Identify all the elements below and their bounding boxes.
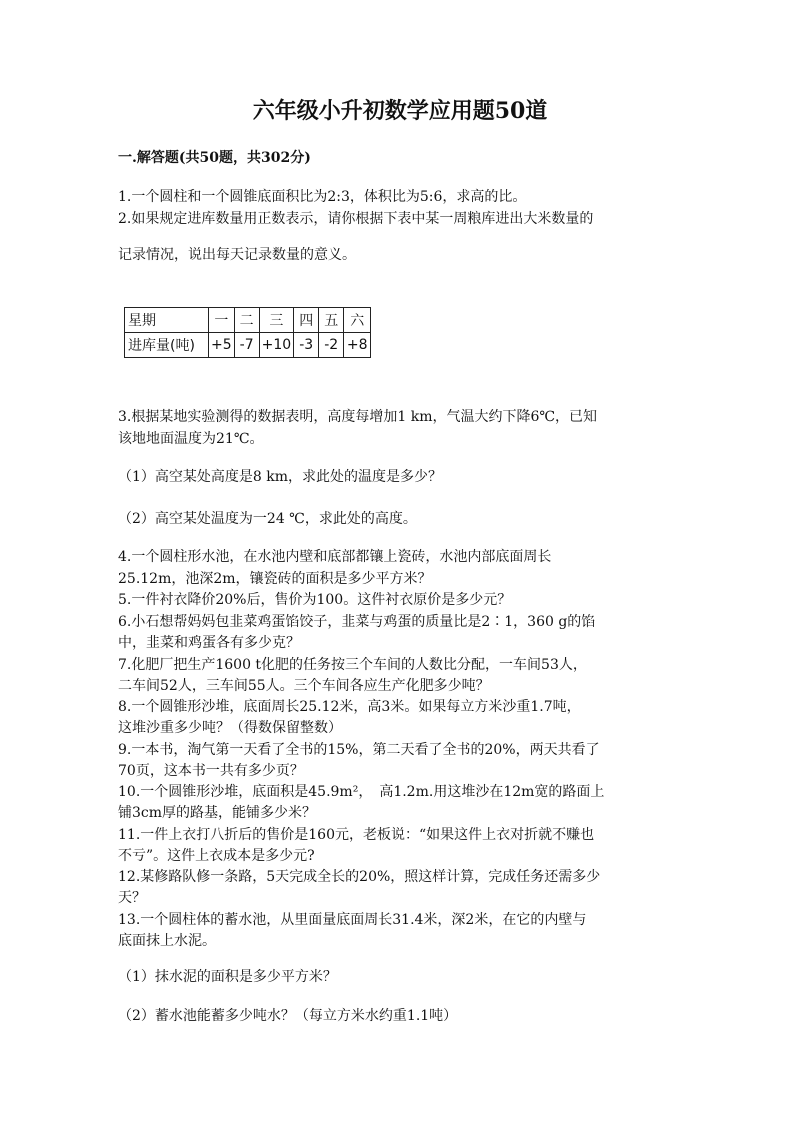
table-cell: 六 [344,308,371,333]
question-9-line-2: 70页，这本书一共有多少页？ [118,763,304,779]
question-13-line-1: 13.一个圆柱体的蓄水池，从里面量底面周长31.4米，深2米，在它的内壁与 [118,912,587,928]
grain-record-table [124,307,371,358]
question-3-line-1: 3.根据某地实验测得的数据表明，高度每增加1 km，气温大约下降6℃，已知 [118,409,598,425]
table-cell: -2 [319,333,344,358]
question-13-sub-1: （1）抹水泥的面积是多少平方米？ [118,969,337,985]
question-3-sub-1: （1）高空某处高度是8 km，求此处的温度是多少？ [118,469,443,485]
question-13-sub-2: （2）蓄水池能蓄多少吨水？（每立方米水约重1.1吨） [118,1008,458,1024]
question-7-line-2: 二车间52人，三车间55人。三个车间各应生产化肥多少吨？ [118,678,490,694]
section-heading: 一.解答题(共50题，共302分) [118,150,311,166]
question-6-line-1: 6.小石想帮妈妈包韭菜鸡蛋馅饺子，韭菜与鸡蛋的质量比是2∶1，360 g的馅 [118,614,596,630]
question-12-line-1: 12.某修路队修一条路，5天完成全长的20%，照这样计算，完成任务还需多少 [118,869,601,885]
table-row [125,333,371,358]
question-3-sub-2: （2）高空某处温度为一24 ℃，求此处的高度。 [118,511,417,527]
question-4-line-1: 4.一个圆柱形水池，在水池内壁和底部都镶上瓷砖，水池内部底面周长 [118,549,552,565]
table-cell: -3 [294,333,319,358]
page-title: 六年级小升初数学应用题50道 [252,98,548,124]
table-cell: 二 [234,308,259,333]
table-cell: 进库量(吨) [125,333,209,358]
question-7-line-1: 7.化肥厂把生产1600 t化肥的任务按三个车间的人数比分配，一车间53人， [118,657,587,673]
question-5: 5.一件衬衣降价20%后，售价为100。这件衬衣原价是多少元？ [118,592,512,608]
table-cell: 四 [294,308,319,333]
table-cell: +8 [344,333,371,358]
question-3-line-2: 该地地面温度为21℃。 [118,431,264,447]
question-10-line-2: 铺3cm厚的路基，能铺多少米？ [118,805,317,821]
question-13-line-2: 底面抹上水泥。 [118,933,216,949]
question-4-line-2: 25.12m，池深2m，镶瓷砖的面积是多少平方米？ [118,571,432,587]
table-cell: +5 [209,333,235,358]
table-cell: 五 [319,308,344,333]
table-cell: 星期 [125,308,209,333]
table-cell: 三 [259,308,294,333]
question-8-line-1: 8.一个圆锥形沙堆，底面周长25.12米，高3米。如果每立方米沙重1.7吨， [118,699,581,715]
table-row [125,308,371,333]
question-11-line-1: 11.一件上衣打八折后的售价是160元，老板说：“如果这件上衣对折就不赚也 [118,827,595,843]
question-9-line-1: 9.一本书，淘气第一天看了全书的15%，第二天看了全书的20%，两天共看了 [118,742,600,758]
question-2-line-2: 记录情况，说出每天记录数量的意义。 [118,247,356,263]
question-12-line-2: 天？ [118,890,146,906]
table-cell: -7 [234,333,259,358]
table-cell: +10 [259,333,294,358]
question-8-line-2: 这堆沙重多少吨？（得数保留整数） [118,720,342,736]
table-cell: 一 [209,308,235,333]
question-11-line-2: 不亏”。这件上衣成本是多少元? [118,848,315,864]
question-10-line-1: 10.一个圆锥形沙堆，底面积是45.9m²， 高1.2m.用这堆沙在12m宽的路面上 [118,784,605,800]
question-1: 1.一个圆柱和一个圆锥底面积比为2:3，体积比为5:6，求高的比。 [118,189,527,205]
question-2-line-1: 2.如果规定进库数量用正数表示，请你根据下表中某一周粮库进出大米数量的 [118,211,594,227]
question-6-line-2: 中，韭菜和鸡蛋各有多少克？ [118,635,300,651]
